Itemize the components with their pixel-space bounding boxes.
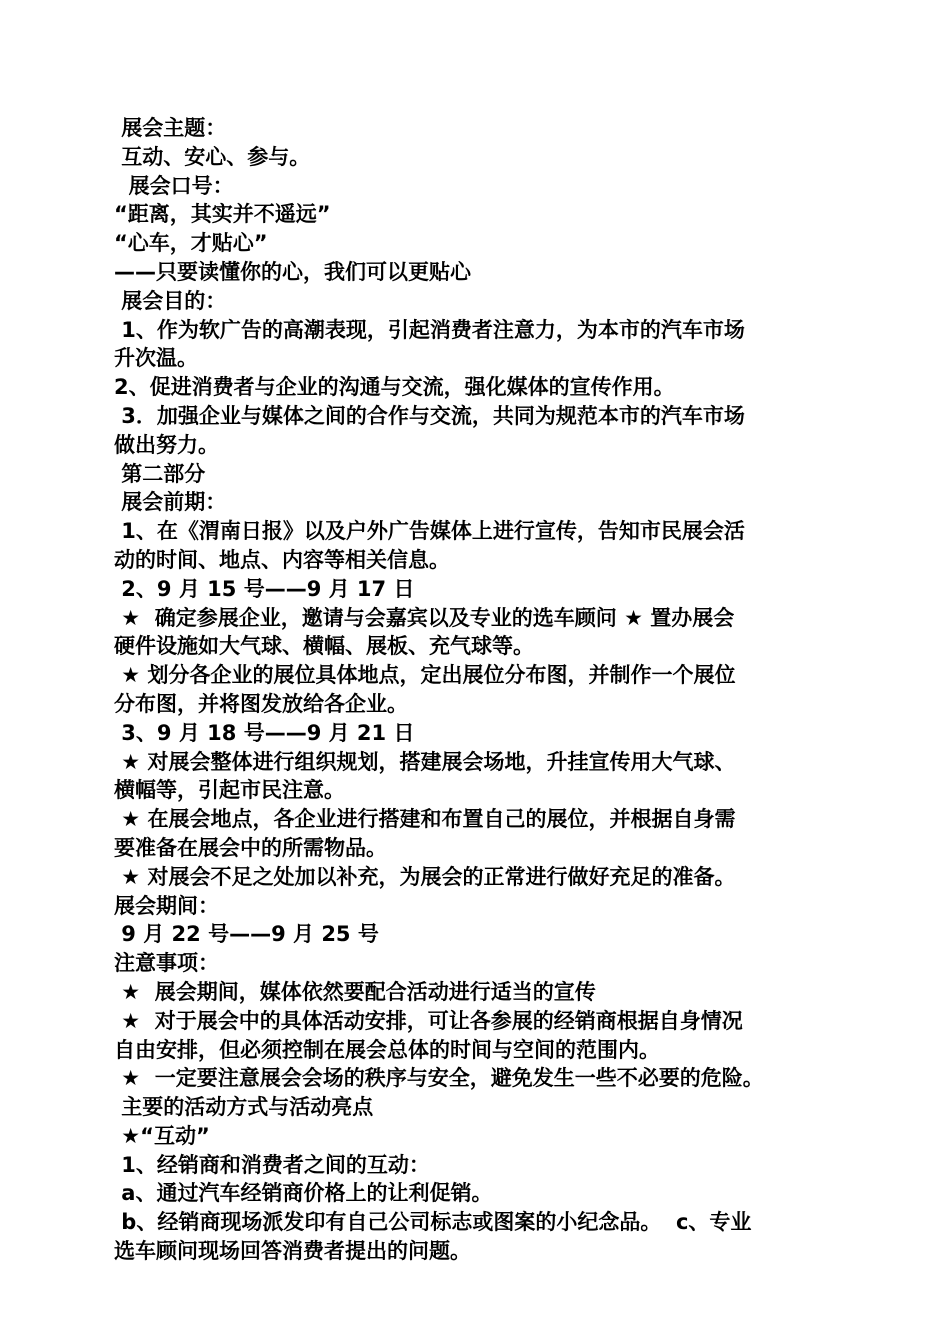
doc-line: 3、9 月 18 号——9 月 21 日 xyxy=(114,720,415,745)
doc-line: “心车，才贴心” xyxy=(114,231,268,256)
doc-line: ★“互动” xyxy=(114,1123,210,1148)
doc-line: 互动、安心、参与。 xyxy=(114,144,311,169)
doc-line: 自由安排，但必须控制在展会总体的时间与空间的范围内。 xyxy=(114,1037,660,1062)
doc-line: ★ 划分各企业的展位具体地点，定出展位分布图，并制作一个展位 xyxy=(114,663,736,688)
doc-line: 展会前期： xyxy=(114,490,227,515)
doc-line: 注意事项： xyxy=(114,951,219,976)
doc-line: “距离，其实并不遥远” xyxy=(114,202,331,227)
doc-line: 展会口号： xyxy=(114,173,234,198)
doc-line: 分布图，并将图发放给各企业。 xyxy=(114,691,408,716)
doc-line: 横幅等，引起市民注意。 xyxy=(114,778,345,803)
doc-line: ★ 展会期间，媒体依然要配合活动进行适当的宣传 xyxy=(114,979,596,1004)
doc-line: 展会主题： xyxy=(114,116,227,140)
doc-line: 3．加强企业与媒体之间的合作与交流，共同为规范本市的汽车市场 xyxy=(114,403,745,428)
doc-line: 展会期间： xyxy=(114,893,219,918)
doc-line: 1、作为软广告的高潮表现，引起消费者注意力，为本市的汽车市场 xyxy=(114,317,745,342)
doc-line: 升次温。 xyxy=(114,346,198,371)
doc-line: 第二部分 xyxy=(114,461,206,486)
doc-line: ★ 一定要注意展会会场的秩序与安全，避免发生一些不必要的危险。 xyxy=(114,1066,764,1091)
doc-line: 选车顾问现场回答消费者提出的问题。 xyxy=(114,1239,471,1264)
doc-line: 做出努力。 xyxy=(114,432,219,457)
doc-line: ——只要读懂你的心，我们可以更贴心 xyxy=(114,259,471,284)
document-page xyxy=(114,114,844,1266)
doc-line: 要准备在展会中的所需物品。 xyxy=(114,835,387,860)
doc-line: a、通过汽车经销商价格上的让利促销。 xyxy=(114,1181,493,1206)
doc-line: 1、在《渭南日报》以及户外广告媒体上进行宣传，告知市民展会活 xyxy=(114,519,745,544)
doc-line: 2、9 月 15 号——9 月 17 日 xyxy=(114,576,415,601)
doc-line: 2、促进消费者与企业的沟通与交流，强化媒体的宣传作用。 xyxy=(114,375,675,400)
doc-line: 主要的活动方式与活动亮点 xyxy=(114,1095,374,1120)
doc-line: 9 月 22 号——9 月 25 号 xyxy=(114,922,379,947)
doc-line: 1、经销商和消费者之间的互动： xyxy=(114,1152,430,1177)
doc-line: b、经销商现场派发印有自己公司标志或图案的小纪念品。 c、专业 xyxy=(114,1210,752,1235)
doc-line: 硬件设施如大气球、横幅、展板、充气球等。 xyxy=(114,634,534,659)
doc-line: 动的时间、地点、内容等相关信息。 xyxy=(114,547,450,572)
doc-line: ★ 对展会不足之处加以补充，为展会的正常进行做好充足的准备。 xyxy=(114,864,736,889)
doc-line: ★ 在展会地点，各企业进行搭建和布置自己的展位，并根据自身需 xyxy=(114,807,736,832)
doc-line: 展会目的： xyxy=(114,288,227,313)
doc-line: ★ 对于展会中的具体活动安排，可让各参展的经销商根据自身情况 xyxy=(114,1008,743,1033)
doc-line: ★ 对展会整体进行组织规划，搭建展会场地，升挂宣传用大气球、 xyxy=(114,749,736,774)
doc-line: ★ 确定参展企业，邀请与会嘉宾以及专业的选车顾问 ★ 置办展会 xyxy=(114,605,735,630)
